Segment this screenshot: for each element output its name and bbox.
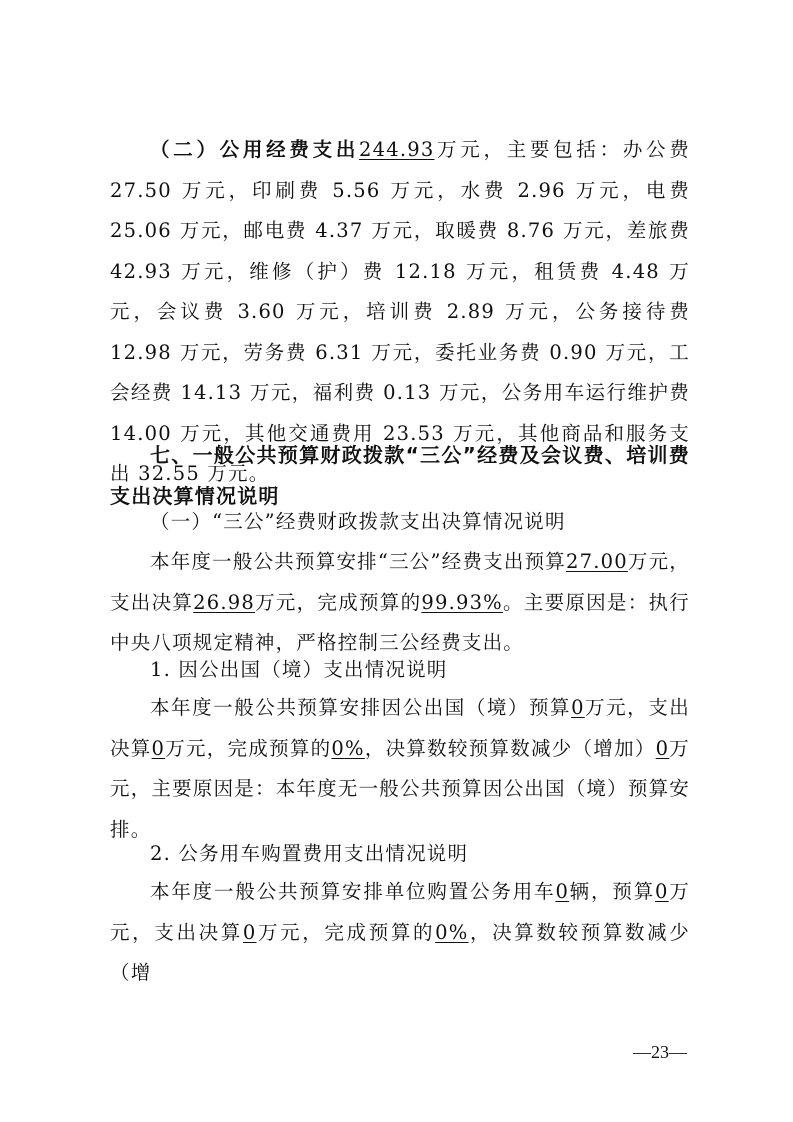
text-segment: 万元，支出决算 [110, 550, 690, 614]
public-expense-amount: 244.93 [359, 138, 435, 161]
text-segment: 万元，完成预算的 [256, 920, 436, 944]
text-segment: 万元，完成预算的 [254, 590, 422, 614]
text-segment: 万元，支出决算 [110, 696, 690, 760]
three-public-paragraph [110, 542, 690, 664]
text-segment: 辆，预算 [569, 880, 656, 903]
vehicle-heading: 2. 公务用车购置费用支出情况说明 [150, 842, 469, 865]
text-segment: 本年度一般公共预算安排单位购置公务用车 [150, 880, 556, 903]
percent-value: 99.93% [421, 590, 503, 614]
text-segment: 本年度一般公共预算安排因公出国（境）预算 [150, 696, 572, 719]
diff-value: 0 [655, 736, 670, 760]
actual-value: 0 [242, 920, 257, 944]
actual-value: 26.98 [193, 590, 255, 614]
public-expense-text: 万元，主要包括：办公费 27.50 万元，印刷费 5.56 万元，水费 2.96 万元，电费 25.06 万元，邮电费 4.37 万元，取暖费 8.76 万元，差旅费 42.93 万元，维修（护）费 12.18 万元，租赁费 4.48 万元，会议费 3.60 万元，培训费 2.89 万元，公务接待费 12.98 万元，劳务费 6.31 万元，委托业务费 0.90 万元，工会经费 14.13 万元，福利费 0.13 万元，公务用车运行维护费 14.00 万元，其他交通费用 23.53 万元，其他商品和服务支出 32.55 万元。 [110, 138, 690, 485]
percent-value: 0% [331, 736, 365, 760]
text-segment: 本年度一般公共预算安排“三公”经费支出预算 [150, 550, 567, 573]
abroad-paragraph [110, 688, 690, 850]
section-seven-heading: 七、一般公共预算财政拨款“三公”经费及会议费、培训费支出决算情况说明 [110, 443, 690, 508]
percent-value: 0% [435, 920, 469, 944]
text-segment: 万元，支出决算 [110, 880, 690, 944]
vehicle-count: 0 [555, 880, 570, 903]
budget-value: 27.00 [566, 550, 628, 573]
text-segment: 万元，主要原因是：本年度无一般公共预算因公出国（境）预算安排。 [110, 736, 690, 841]
vehicle-paragraph [110, 872, 690, 994]
text-segment: ，决算数较预算数减少（增加） [364, 736, 656, 760]
text-segment: ，决算数较预算数减少（增 [110, 920, 690, 984]
budget-value: 0 [571, 696, 585, 719]
abroad-heading: 1. 因公出国（境）支出情况说明 [150, 658, 448, 681]
text-segment: 万元，完成预算的 [165, 736, 332, 760]
text-segment: 。主要原因是：执行中央八项规定精神，严格控制三公经费支出。 [110, 590, 690, 654]
actual-value: 0 [151, 736, 166, 760]
public-expense-label: （二）公用经费支出 [150, 138, 360, 161]
three-public-heading: （一）“三公”经费财政拨款支出决算情况说明 [150, 510, 566, 533]
page-number: —23— [633, 1042, 687, 1062]
budget-value: 0 [655, 880, 669, 903]
